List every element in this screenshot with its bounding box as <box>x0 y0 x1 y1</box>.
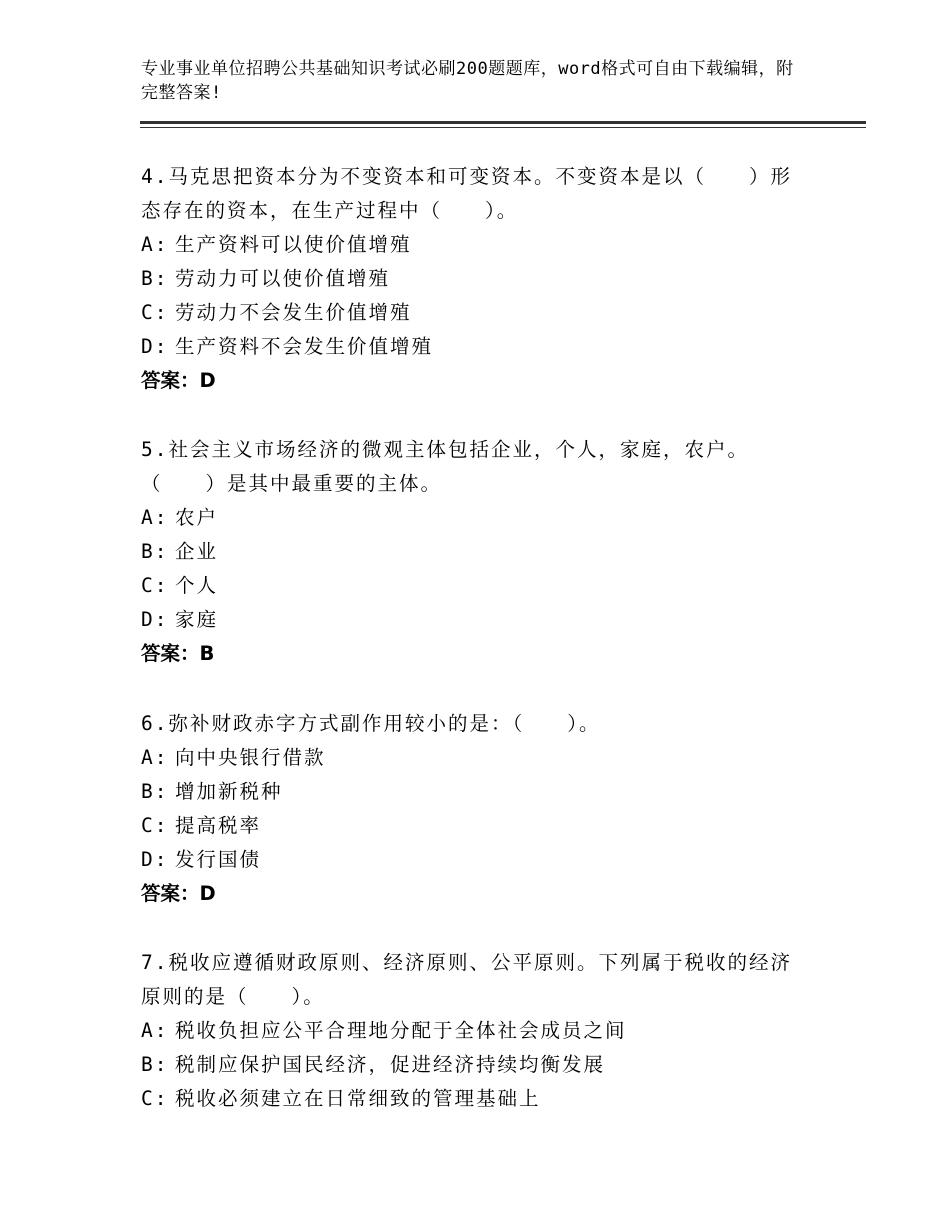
question-6 <box>141 707 801 911</box>
option-b: B: 企业 <box>141 540 219 563</box>
option-b: B: 劳动力可以使价值增殖 <box>141 267 391 290</box>
option-c: C: 个人 <box>141 574 219 597</box>
question-stem: 4.马克思把资本分为不变资本和可变资本。不变资本是以（ ）形态存在的资本，在生产过程中（ ）。 <box>141 165 792 222</box>
option-a: A: 向中央银行借款 <box>141 746 326 769</box>
option-c: C: 劳动力不会发生价值增殖 <box>141 301 412 324</box>
question-7 <box>141 946 801 1116</box>
option-d: D: 生产资料不会发生价值增殖 <box>141 335 434 358</box>
option-a: A: 农户 <box>141 506 219 529</box>
answer-line: 答案：D <box>141 882 216 905</box>
option-a: A: 税收负担应公平合理地分配于全体社会成员之间 <box>141 1019 627 1042</box>
option-b: B: 增加新税种 <box>141 780 283 803</box>
option-d: D: 家庭 <box>141 608 219 631</box>
option-c: C: 提高税率 <box>141 814 262 837</box>
option-c: C: 税收必须建立在日常细致的管理基础上 <box>141 1087 541 1110</box>
question-stem: 6.弥补财政赤字方式副作用较小的是：（ ）。 <box>141 712 601 735</box>
answer-line: 答案：B <box>141 642 215 665</box>
option-b: B: 税制应保护国民经济，促进经济持续均衡发展 <box>141 1053 606 1076</box>
question-stem: 7.税收应遵循财政原则、经济原则、公平原则。下列属于税收的经济原则的是（ ）。 <box>141 951 792 1008</box>
option-a: A: 生产资料可以使价值增殖 <box>141 233 412 256</box>
answer-line: 答案：D <box>141 369 216 392</box>
header-divider-thin <box>140 127 866 128</box>
question-4 <box>141 160 801 398</box>
document-header: 专业事业单位招聘公共基础知识考试必刷200题题库，word格式可自由下载编辑，附完整答案! <box>141 59 794 103</box>
header-divider-thick <box>140 121 866 124</box>
question-stem: 5.社会主义市场经济的微观主体包括企业，个人，家庭，农户。（ ）是其中最重要的主体。 <box>141 438 749 495</box>
question-5 <box>141 433 801 671</box>
option-d: D: 发行国债 <box>141 848 262 871</box>
